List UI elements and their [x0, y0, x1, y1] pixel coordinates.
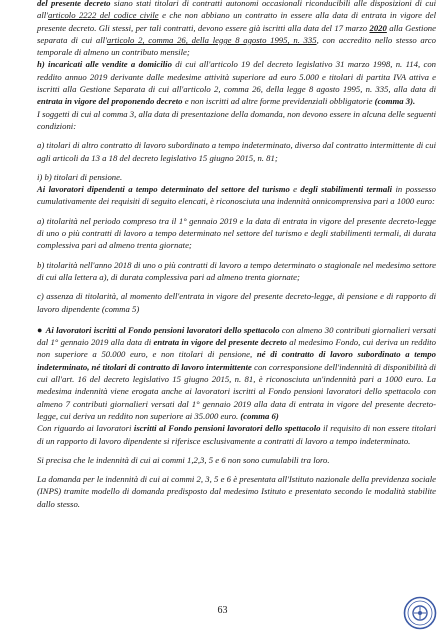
paragraph	[37, 139, 436, 164]
text-run: degli stabilimenti termali	[300, 184, 393, 195]
bullet-icon: ●	[37, 324, 43, 335]
text-run: Si precisa che le indennità di cui ai commi 1,2,3, 5 e 6 non sono cumulabili tra loro.	[37, 454, 330, 465]
page-number: 63	[217, 605, 228, 616]
paragraph	[37, 290, 436, 315]
paragraph	[37, 215, 436, 252]
text-run: e	[289, 184, 301, 195]
text-run: articolo 2, comma 26, della legge 8 agosto 1995, n. 335	[106, 34, 317, 45]
seal-logo-icon	[403, 596, 437, 630]
text-run: entrata in vigore del proponendo decreto	[37, 96, 183, 107]
paragraph	[37, 422, 436, 447]
text-run: con almeno 30 contributi giornalieri versati dal 1° gennaio 2019 alla data di	[37, 324, 436, 348]
text-run: a) titolari di altro contratto di lavoro subordinato a tempo indeterminato, diverso dal contratto intermittente di cui agli articoli da 13 a 18 del decreto legislativo 15 giugno 2015, n. 81;	[37, 140, 436, 163]
text-run: a) titolarità nel periodo compreso tra il 1° gennaio 2019 e la data di entrata in vigore del presente decreto-legge di uno o più contratti di lavoro a tempo determinato nel settore del turismo e degli stabilimenti termali, di durata complessiva pari ad almeno trenta giornate;	[37, 215, 436, 251]
text-run: I soggetti di cui al comma 3, alla data di presentazione della domanda, non devono essere in alcuna delle seguenti condizioni:	[37, 108, 436, 131]
paragraph	[37, 108, 436, 133]
text-run: di cui all'articolo 19 del decreto legislativo 31 marzo 1998, n. 114, con reddito annuo 2019 derivante dalle medesime attività superiore ad euro 5.000 e titolari di partita IVA attiva e iscritti alla Gestione Separata di cui all'articolo 2, comma 26, della legge 8 agosto 1995, n. 335, alla data di	[37, 59, 437, 95]
text-run: i) b) titolari di pensione.	[37, 171, 123, 182]
document-body	[37, 0, 436, 510]
text-run: Ai lavoratori dipendenti a tempo determinato del settore del turismo	[37, 184, 290, 195]
text-run: siano stati titolari di contratti autonomi occasionali riconducibili alle disposizioni di cui all'	[37, 0, 436, 21]
text-run: b) titolarità nell'anno 2018 di uno o più contratti di lavoro a tempo determinato o stagionale nel medesimo settore di cui alla lettera a), di durata complessiva pari ad almeno trenta giornate;	[37, 259, 436, 282]
text-run: La domanda per le indennità di cui ai commi 2, 3, 5 e 6 è presentata all'Istituto nazionale della previdenza sociale (INPS) tramite modello di domanda predisposto dal medesimo Istituto e presentato secondo le modalità stabilite dallo stesso.	[37, 474, 436, 509]
text-run: h) incaricati alle vendite a domicilio	[37, 59, 172, 70]
text-run: con corresponsione dell'indennità di disponibilità di cui all'art. 16 del decreto legislativo 15 giugno 2015, n. 81, è riconosciuta un'indennità pari a 1000 euro. La medesima indennità viene erogata anche ai lavoratori iscritti al Fondo pensioni lavoratori dello spettacolo con almeno 7 contributi giornalieri versati dal 1° gennaio 2019 alla data di entrata in vigore del presente decreto-legge, cui deriva un reddito non superiore ai 35.000 euro.	[37, 361, 436, 421]
paragraph	[37, 473, 436, 510]
text-run: il requisito di non essere titolari di un rapporto di lavoro dipendente si riferisce esclusivamente a contratti di lavoro a tempo indeterminato.	[37, 423, 436, 446]
text-run: 2020	[369, 22, 387, 33]
text-run: e che non abbiano un contratto in essere alla data di entrata in vigore del presente decreto. Gli stessi, per tali contratti, devono essere già iscritti alla data del 17 marzo	[37, 10, 436, 33]
paragraph	[37, 171, 436, 183]
text-run: articolo 2222 del codice civile	[48, 10, 159, 21]
text-run: in possesso cumulativamente dei requisiti di seguito elencati, è riconosciuta una indennità onnicomprensiva pari a 1000 euro:	[37, 184, 436, 207]
paragraph	[37, 0, 436, 58]
paragraph	[37, 58, 436, 107]
text-run: e non iscritti ad altre forme previdenziali obbligatorie	[182, 96, 375, 107]
text-run: (comma 6)	[240, 410, 279, 421]
paragraph	[37, 454, 436, 466]
text-run: né di contratto di lavoro subordinato a tempo indeterminato, né titolari di contratto di lavoro intermittente	[37, 349, 436, 372]
text-run: del presente decreto	[37, 0, 111, 8]
text-run: (comma 3).	[374, 96, 416, 107]
paragraph	[37, 183, 436, 208]
text-run: entrata in vigore del presente decreto	[153, 337, 287, 348]
text-run: , con accredito nello stesso arco temporale di almeno un contributo mensile;	[37, 34, 436, 58]
text-run: Con riguardo ai lavoratori	[37, 423, 134, 434]
text-run: iscritti al Fondo pensioni lavoratori dello spettacolo	[133, 423, 321, 434]
text-run: alla Gestione separata di cui all'	[37, 22, 436, 45]
paragraph	[37, 259, 436, 284]
paragraph	[37, 324, 436, 422]
text-run: c) assenza di titolarità, al momento dell'entrata in vigore del presente decreto-legge, di pensione e di rapporto di lavoro dipendente (comma 5)	[37, 291, 436, 314]
text-run: Ai lavoratori iscritti al Fondo pensioni lavoratori dello spettacolo	[45, 324, 280, 335]
text-run: al medesimo Fondo, cui deriva un reddito non superiore a 50.000 euro, e non titolari di pensione,	[37, 337, 437, 360]
